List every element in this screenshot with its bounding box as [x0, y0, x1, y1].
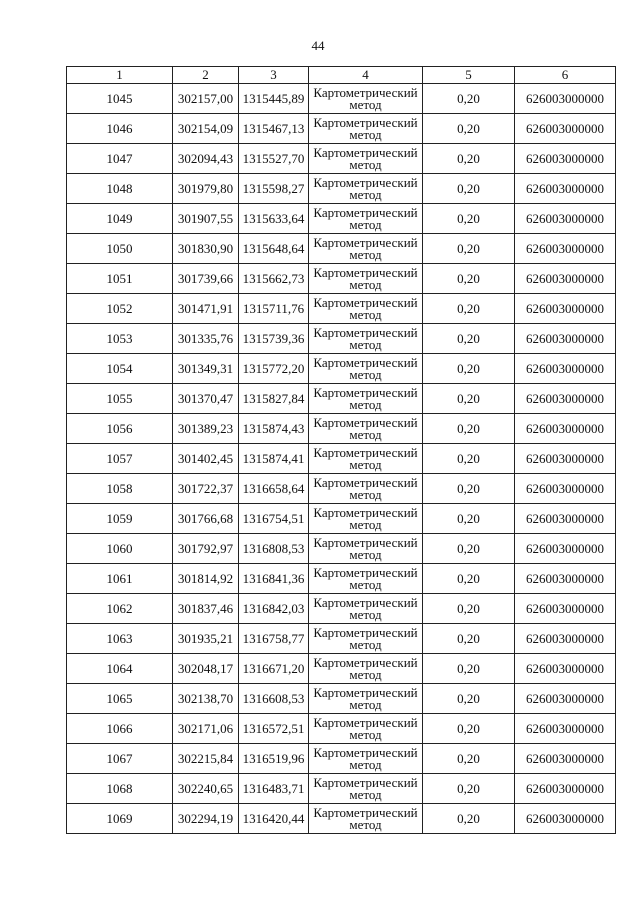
y-coordinate-cell: 1315874,41: [239, 444, 309, 474]
accuracy-cell: 0,20: [423, 804, 515, 834]
method-line-2: метод: [349, 636, 382, 652]
method-cell: [309, 744, 423, 774]
accuracy-cell: 0,20: [423, 594, 515, 624]
code-cell: 626003000000: [515, 324, 616, 354]
method-line-2: метод: [349, 606, 382, 622]
table-row: [67, 714, 616, 744]
method-line-1: Картометрический: [313, 234, 418, 250]
x-coordinate-cell: 302154,09: [173, 114, 239, 144]
method-line-1: Картометрический: [313, 474, 418, 490]
method-line-1: Картометрический: [313, 804, 418, 820]
code-cell: 626003000000: [515, 564, 616, 594]
y-coordinate-cell: 1316608,53: [239, 684, 309, 714]
table-body: [67, 84, 616, 834]
method-line-2: метод: [349, 276, 382, 292]
header-col-2: 2: [173, 67, 239, 84]
point-number-cell: 1050: [67, 234, 173, 264]
table-row: [67, 144, 616, 174]
accuracy-cell: 0,20: [423, 534, 515, 564]
y-coordinate-cell: 1316758,77: [239, 624, 309, 654]
x-coordinate-cell: 301335,76: [173, 324, 239, 354]
table-row: [67, 174, 616, 204]
x-coordinate-cell: 301830,90: [173, 234, 239, 264]
code-cell: 626003000000: [515, 594, 616, 624]
table-row: [67, 534, 616, 564]
point-number-cell: 1063: [67, 624, 173, 654]
x-coordinate-cell: 301370,47: [173, 384, 239, 414]
point-number-cell: 1054: [67, 354, 173, 384]
method-cell: [309, 324, 423, 354]
method-line-1: Картометрический: [313, 264, 418, 280]
table-row: [67, 204, 616, 234]
table-row: [67, 234, 616, 264]
code-cell: 626003000000: [515, 534, 616, 564]
method-line-2: метод: [349, 456, 382, 472]
accuracy-cell: 0,20: [423, 294, 515, 324]
point-number-cell: 1051: [67, 264, 173, 294]
point-number-cell: 1049: [67, 204, 173, 234]
method-line-2: метод: [349, 696, 382, 712]
method-cell: [309, 84, 423, 114]
method-cell: [309, 204, 423, 234]
point-number-cell: 1055: [67, 384, 173, 414]
method-line-1: Картометрический: [313, 384, 418, 400]
y-coordinate-cell: 1315739,36: [239, 324, 309, 354]
point-number-cell: 1048: [67, 174, 173, 204]
y-coordinate-cell: 1316754,51: [239, 504, 309, 534]
y-coordinate-cell: 1316483,71: [239, 774, 309, 804]
x-coordinate-cell: 302215,84: [173, 744, 239, 774]
x-coordinate-cell: 302048,17: [173, 654, 239, 684]
x-coordinate-cell: 301402,45: [173, 444, 239, 474]
y-coordinate-cell: 1315662,73: [239, 264, 309, 294]
accuracy-cell: 0,20: [423, 234, 515, 264]
table-row: [67, 384, 616, 414]
header-col-6: 6: [515, 67, 616, 84]
method-cell: [309, 714, 423, 744]
method-cell: [309, 684, 423, 714]
table-row: [67, 444, 616, 474]
method-line-2: метод: [349, 126, 382, 142]
table-row: [67, 684, 616, 714]
y-coordinate-cell: 1315633,64: [239, 204, 309, 234]
method-line-2: метод: [349, 306, 382, 322]
y-coordinate-cell: 1315598,27: [239, 174, 309, 204]
table-row: [67, 564, 616, 594]
code-cell: 626003000000: [515, 234, 616, 264]
table-row: [67, 774, 616, 804]
method-line-2: метод: [349, 756, 382, 772]
accuracy-cell: 0,20: [423, 624, 515, 654]
code-cell: 626003000000: [515, 624, 616, 654]
accuracy-cell: 0,20: [423, 504, 515, 534]
point-number-cell: 1056: [67, 414, 173, 444]
code-cell: 626003000000: [515, 504, 616, 534]
method-line-1: Картометрический: [313, 624, 418, 640]
accuracy-cell: 0,20: [423, 204, 515, 234]
code-cell: 626003000000: [515, 144, 616, 174]
y-coordinate-cell: 1315711,76: [239, 294, 309, 324]
y-coordinate-cell: 1315874,43: [239, 414, 309, 444]
method-line-2: метод: [349, 96, 382, 112]
code-cell: 626003000000: [515, 294, 616, 324]
method-line-2: метод: [349, 186, 382, 202]
method-line-1: Картометрический: [313, 324, 418, 340]
method-line-1: Картометрический: [313, 714, 418, 730]
code-cell: 626003000000: [515, 744, 616, 774]
table-row: [67, 114, 616, 144]
table-row: [67, 624, 616, 654]
method-line-2: метод: [349, 786, 382, 802]
x-coordinate-cell: 301907,55: [173, 204, 239, 234]
table-row: [67, 294, 616, 324]
method-cell: [309, 594, 423, 624]
method-line-1: Картометрический: [313, 414, 418, 430]
accuracy-cell: 0,20: [423, 324, 515, 354]
accuracy-cell: 0,20: [423, 264, 515, 294]
code-cell: 626003000000: [515, 654, 616, 684]
y-coordinate-cell: 1316420,44: [239, 804, 309, 834]
x-coordinate-cell: 302094,43: [173, 144, 239, 174]
method-cell: [309, 264, 423, 294]
accuracy-cell: 0,20: [423, 474, 515, 504]
point-number-cell: 1047: [67, 144, 173, 174]
header-col-5: 5: [423, 67, 515, 84]
accuracy-cell: 0,20: [423, 384, 515, 414]
x-coordinate-cell: 301766,68: [173, 504, 239, 534]
code-cell: 626003000000: [515, 114, 616, 144]
x-coordinate-cell: 301792,97: [173, 534, 239, 564]
method-line-2: метод: [349, 486, 382, 502]
point-number-cell: 1065: [67, 684, 173, 714]
method-cell: [309, 174, 423, 204]
coordinates-table: [66, 66, 616, 834]
accuracy-cell: 0,20: [423, 714, 515, 744]
y-coordinate-cell: 1316519,96: [239, 744, 309, 774]
method-line-2: метод: [349, 156, 382, 172]
code-cell: 626003000000: [515, 204, 616, 234]
x-coordinate-cell: 301979,80: [173, 174, 239, 204]
table-row: [67, 474, 616, 504]
method-line-1: Картометрический: [313, 654, 418, 670]
header-col-3: 3: [239, 67, 309, 84]
point-number-cell: 1067: [67, 744, 173, 774]
accuracy-cell: 0,20: [423, 744, 515, 774]
method-line-1: Картометрический: [313, 504, 418, 520]
method-line-2: метод: [349, 516, 382, 532]
table-row: [67, 504, 616, 534]
y-coordinate-cell: 1316658,64: [239, 474, 309, 504]
y-coordinate-cell: 1315527,70: [239, 144, 309, 174]
point-number-cell: 1053: [67, 324, 173, 354]
table-row: [67, 414, 616, 444]
method-cell: [309, 114, 423, 144]
point-number-cell: 1062: [67, 594, 173, 624]
method-line-1: Картометрический: [313, 294, 418, 310]
method-line-1: Картометрический: [313, 84, 418, 100]
y-coordinate-cell: 1316841,36: [239, 564, 309, 594]
table-row: [67, 264, 616, 294]
code-cell: 626003000000: [515, 474, 616, 504]
method-line-2: метод: [349, 246, 382, 262]
point-number-cell: 1046: [67, 114, 173, 144]
method-cell: [309, 624, 423, 654]
x-coordinate-cell: 302240,65: [173, 774, 239, 804]
method-cell: [309, 384, 423, 414]
point-number-cell: 1045: [67, 84, 173, 114]
code-cell: 626003000000: [515, 84, 616, 114]
method-line-1: Картометрический: [313, 774, 418, 790]
code-cell: 626003000000: [515, 354, 616, 384]
x-coordinate-cell: 302171,06: [173, 714, 239, 744]
y-coordinate-cell: 1315648,64: [239, 234, 309, 264]
method-cell: [309, 654, 423, 684]
point-number-cell: 1066: [67, 714, 173, 744]
y-coordinate-cell: 1315772,20: [239, 354, 309, 384]
x-coordinate-cell: 302294,19: [173, 804, 239, 834]
method-line-2: метод: [349, 366, 382, 382]
accuracy-cell: 0,20: [423, 414, 515, 444]
point-number-cell: 1064: [67, 654, 173, 684]
x-coordinate-cell: 301837,46: [173, 594, 239, 624]
code-cell: 626003000000: [515, 444, 616, 474]
code-cell: 626003000000: [515, 774, 616, 804]
accuracy-cell: 0,20: [423, 144, 515, 174]
method-cell: [309, 504, 423, 534]
point-number-cell: 1052: [67, 294, 173, 324]
method-line-2: метод: [349, 546, 382, 562]
method-cell: [309, 804, 423, 834]
method-cell: [309, 474, 423, 504]
point-number-cell: 1059: [67, 504, 173, 534]
code-cell: 626003000000: [515, 804, 616, 834]
table-row: [67, 84, 616, 114]
method-line-1: Картометрический: [313, 354, 418, 370]
point-number-cell: 1058: [67, 474, 173, 504]
y-coordinate-cell: 1316671,20: [239, 654, 309, 684]
method-line-1: Картометрический: [313, 114, 418, 130]
page-number: 44: [311, 38, 325, 53]
method-line-2: метод: [349, 666, 382, 682]
header-row: [67, 67, 616, 84]
header-col-1: 1: [67, 67, 173, 84]
method-cell: [309, 294, 423, 324]
y-coordinate-cell: 1315445,89: [239, 84, 309, 114]
code-cell: 626003000000: [515, 414, 616, 444]
method-line-2: метод: [349, 816, 382, 832]
header-col-4: 4: [309, 67, 423, 84]
accuracy-cell: 0,20: [423, 354, 515, 384]
accuracy-cell: 0,20: [423, 564, 515, 594]
y-coordinate-cell: 1316842,03: [239, 594, 309, 624]
point-number-cell: 1068: [67, 774, 173, 804]
table-row: [67, 594, 616, 624]
code-cell: 626003000000: [515, 384, 616, 414]
method-cell: [309, 234, 423, 264]
method-line-1: Картометрический: [313, 564, 418, 580]
x-coordinate-cell: 301722,37: [173, 474, 239, 504]
method-cell: [309, 144, 423, 174]
method-line-1: Картометрический: [313, 174, 418, 190]
method-cell: [309, 534, 423, 564]
method-line-2: метод: [349, 576, 382, 592]
method-line-1: Картометрический: [313, 444, 418, 460]
x-coordinate-cell: 301349,31: [173, 354, 239, 384]
point-number-cell: 1060: [67, 534, 173, 564]
table-row: [67, 654, 616, 684]
x-coordinate-cell: 301389,23: [173, 414, 239, 444]
method-line-1: Картометрический: [313, 144, 418, 160]
point-number-cell: 1057: [67, 444, 173, 474]
method-line-2: метод: [349, 396, 382, 412]
y-coordinate-cell: 1316572,51: [239, 714, 309, 744]
code-cell: 626003000000: [515, 714, 616, 744]
accuracy-cell: 0,20: [423, 684, 515, 714]
method-cell: [309, 564, 423, 594]
y-coordinate-cell: 1315467,13: [239, 114, 309, 144]
method-line-2: метод: [349, 336, 382, 352]
method-line-1: Картометрический: [313, 204, 418, 220]
table-row: [67, 324, 616, 354]
accuracy-cell: 0,20: [423, 444, 515, 474]
x-coordinate-cell: 301935,21: [173, 624, 239, 654]
x-coordinate-cell: 301814,92: [173, 564, 239, 594]
x-coordinate-cell: 302157,00: [173, 84, 239, 114]
code-cell: 626003000000: [515, 264, 616, 294]
accuracy-cell: 0,20: [423, 114, 515, 144]
method-line-1: Картометрический: [313, 534, 418, 550]
x-coordinate-cell: 301739,66: [173, 264, 239, 294]
accuracy-cell: 0,20: [423, 654, 515, 684]
accuracy-cell: 0,20: [423, 174, 515, 204]
method-line-2: метод: [349, 726, 382, 742]
code-cell: 626003000000: [515, 174, 616, 204]
method-cell: [309, 414, 423, 444]
table-row: [67, 354, 616, 384]
table-row: [67, 804, 616, 834]
method-cell: [309, 774, 423, 804]
x-coordinate-cell: 301471,91: [173, 294, 239, 324]
method-line-1: Картометрический: [313, 744, 418, 760]
accuracy-cell: 0,20: [423, 84, 515, 114]
method-line-2: метод: [349, 216, 382, 232]
y-coordinate-cell: 1315827,84: [239, 384, 309, 414]
table-row: [67, 744, 616, 774]
method-cell: [309, 444, 423, 474]
method-line-1: Картометрический: [313, 684, 418, 700]
point-number-cell: 1069: [67, 804, 173, 834]
method-line-2: метод: [349, 426, 382, 442]
x-coordinate-cell: 302138,70: [173, 684, 239, 714]
y-coordinate-cell: 1316808,53: [239, 534, 309, 564]
point-number-cell: 1061: [67, 564, 173, 594]
accuracy-cell: 0,20: [423, 774, 515, 804]
method-cell: [309, 354, 423, 384]
code-cell: 626003000000: [515, 684, 616, 714]
method-line-1: Картометрический: [313, 594, 418, 610]
